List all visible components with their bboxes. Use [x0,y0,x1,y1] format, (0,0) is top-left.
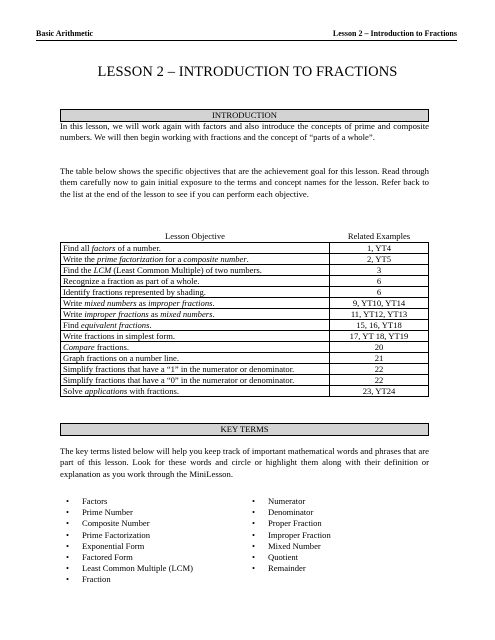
key-term-label: Factored Form [82,552,133,563]
objective-cell [61,287,330,298]
objective-text: . [246,254,249,264]
introduction-heading: INTRODUCTION [60,109,429,122]
objective-text: Solve [63,386,85,396]
objective-emphasis: mixed numbers [160,309,213,319]
objective-text: Write [63,298,85,308]
objective-emphasis: factors [91,243,116,253]
header-course-title: Basic Arithmetic [36,29,94,38]
objective-text: (Least Common Multiple) of two numbers. [111,265,262,275]
bullet-icon: • [66,563,70,574]
objectives-table [60,230,429,397]
objective-row [61,287,429,298]
bullet-icon: • [252,563,256,574]
related-examples-cell: 22 [330,364,429,375]
key-term-label: Numerator [268,496,306,506]
bullet-icon: • [66,496,70,506]
running-header [36,26,457,41]
objective-text: Simplify fractions that have a “1” in the numerator or denominator. [63,364,295,374]
related-examples-cell: 9, YT10, YT14 [330,298,429,309]
key-term-item [64,518,193,529]
objective-row [61,298,429,309]
key-term-label: Fraction [82,574,111,585]
objective-text: for a [163,254,184,264]
key-term-item [64,563,193,574]
bullet-icon: • [252,507,256,518]
objective-cell [61,364,330,375]
objective-text: of a number. [115,243,161,253]
objective-cell [61,254,330,265]
objective-text: . [212,298,215,308]
objective-text: Write fractions in simplest form. [63,331,176,341]
related-examples-cell: 6 [330,276,429,287]
key-term-item [64,541,193,552]
related-examples-cell: 15, 16, YT18 [330,320,429,331]
key-term-label: Prime Factorization [82,529,151,540]
bullet-icon: • [66,574,70,585]
bullet-icon: • [252,552,256,563]
objective-cell [61,342,330,353]
objective-emphasis: equivalent fractions [80,320,150,330]
bullet-icon: • [66,552,70,563]
bullet-icon: • [252,540,256,551]
objective-row [61,386,429,397]
key-term-item [250,552,331,563]
objective-emphasis: Compare [63,342,95,352]
key-term-label: Quotient [268,552,299,563]
objective-text: as [136,298,149,308]
key-term-item [64,574,193,585]
related-examples-cell: 21 [330,353,429,364]
introduction-paragraph: In this lesson, we will work again with factors and also introduce the concepts of prime and composite numbers. We will then begin working with fractions and the concept of “parts of a whole”. [60,121,429,143]
bullet-icon: • [252,529,256,540]
objective-text: Recognize a fraction as part of a whole. [63,276,200,286]
objective-text: Find [63,320,81,330]
related-examples-cell: 6 [330,287,429,298]
objective-emphasis: improper fractions [148,298,213,308]
related-examples-cell: 23, YT24 [330,386,429,397]
objective-cell [61,243,330,254]
objective-row [61,320,429,331]
key-term-label: Composite Number [82,518,150,529]
objective-row [61,276,429,287]
objective-cell [61,375,330,386]
key-term-label: Mixed Number [268,540,321,551]
objective-row [61,353,429,364]
objective-row [61,309,429,320]
key-term-label: Remainder [268,563,306,574]
objective-row [61,342,429,353]
objective-cell [61,386,330,397]
objective-cell [61,265,330,276]
objective-row [61,265,429,276]
objective-text: Write [63,309,85,319]
objective-text: . [212,309,215,319]
key-term-item [64,552,193,563]
objective-column-header: Lesson Objective [165,231,225,241]
key-term-item [250,496,331,507]
key-term-label: Prime Number [82,507,133,518]
objective-row [61,375,429,386]
key-term-item [64,496,193,507]
objective-text: Find the [63,265,94,275]
objective-text: as [148,309,161,319]
bullet-icon: • [66,540,70,551]
key-term-item [64,530,193,541]
related-examples-cell: 2, YT5 [330,254,429,265]
header-lesson-title: Lesson 2 – Introduction to Fractions [332,29,457,38]
objective-cell [61,298,330,309]
objective-text: fractions. [94,342,130,352]
objective-row [61,254,429,265]
objective-row [61,364,429,375]
objective-cell [61,353,330,364]
key-term-item [250,507,331,518]
key-terms-paragraph: The key terms listed below will help you keep track of important mathematical words and phrases that are part of this lesson. Look for these words and circle or highlight them along with their definition or explanation as you work through the MiniLesson. [60,446,429,479]
key-term-label: Least Common Multiple (LCM) [82,563,193,574]
bullet-icon: • [66,529,70,540]
objective-text: Identify fractions represented by shading. [63,287,206,297]
objective-text: Find all [63,243,92,253]
key-term-item [64,507,193,518]
related-examples-cell: 22 [330,375,429,386]
related-examples-cell: 20 [330,342,429,353]
objective-row [61,331,429,342]
objective-emphasis: prime factorization [97,254,164,264]
bullet-icon: • [252,518,256,529]
objective-row [61,243,429,254]
key-terms-heading: KEY TERMS [60,423,429,436]
objective-text: Write the [63,254,98,264]
objective-cell [61,276,330,287]
page-title: LESSON 2 – INTRODUCTION TO FRACTIONS [97,64,398,80]
objective-text: with fractions. [127,386,180,396]
objective-emphasis: LCM [93,265,112,275]
key-terms-right-list [250,496,331,574]
objective-emphasis: mixed numbers [84,298,137,308]
objective-emphasis: composite number [183,254,247,264]
objective-text: . [149,320,152,330]
key-term-item [250,518,331,529]
related-examples-cell: 11, YT12, YT13 [330,309,429,320]
objectives-table-header [61,230,429,243]
objective-emphasis: applications [84,386,128,396]
key-terms-left-list [64,496,193,586]
examples-column-header: Related Examples [347,231,411,241]
bullet-icon: • [66,507,70,518]
key-term-item [250,541,331,552]
objective-cell [61,309,330,320]
bullet-icon: • [252,496,256,506]
objective-text: Simplify fractions that have a “0” in the numerator or denominator. [63,375,295,385]
related-examples-cell: 1, YT4 [330,243,429,254]
key-term-label: Improper Fraction [268,529,331,540]
objectives-intro-paragraph: The table below shows the specific objectives that are the achievement goal for this lesson. Read through them carefully now to gain initial exposure to the terms and concept names for the lesson. Refer back to the list at the end of the lesson to see if you can perform each objective. [60,166,429,199]
key-term-label: Exponential Form [82,540,145,551]
key-term-label: Denominator [268,507,314,518]
objective-cell [61,320,330,331]
bullet-icon: • [66,518,70,529]
key-term-label: Factors [82,496,108,506]
key-term-item [250,563,331,574]
objective-text: Graph fractions on a number line. [63,353,179,363]
related-examples-cell: 17, YT 18, YT19 [330,331,429,342]
objective-cell [61,331,330,342]
key-term-item [250,530,331,541]
objective-emphasis: improper fractions [84,309,149,319]
key-term-label: Proper Fraction [268,518,322,529]
related-examples-cell: 3 [330,265,429,276]
